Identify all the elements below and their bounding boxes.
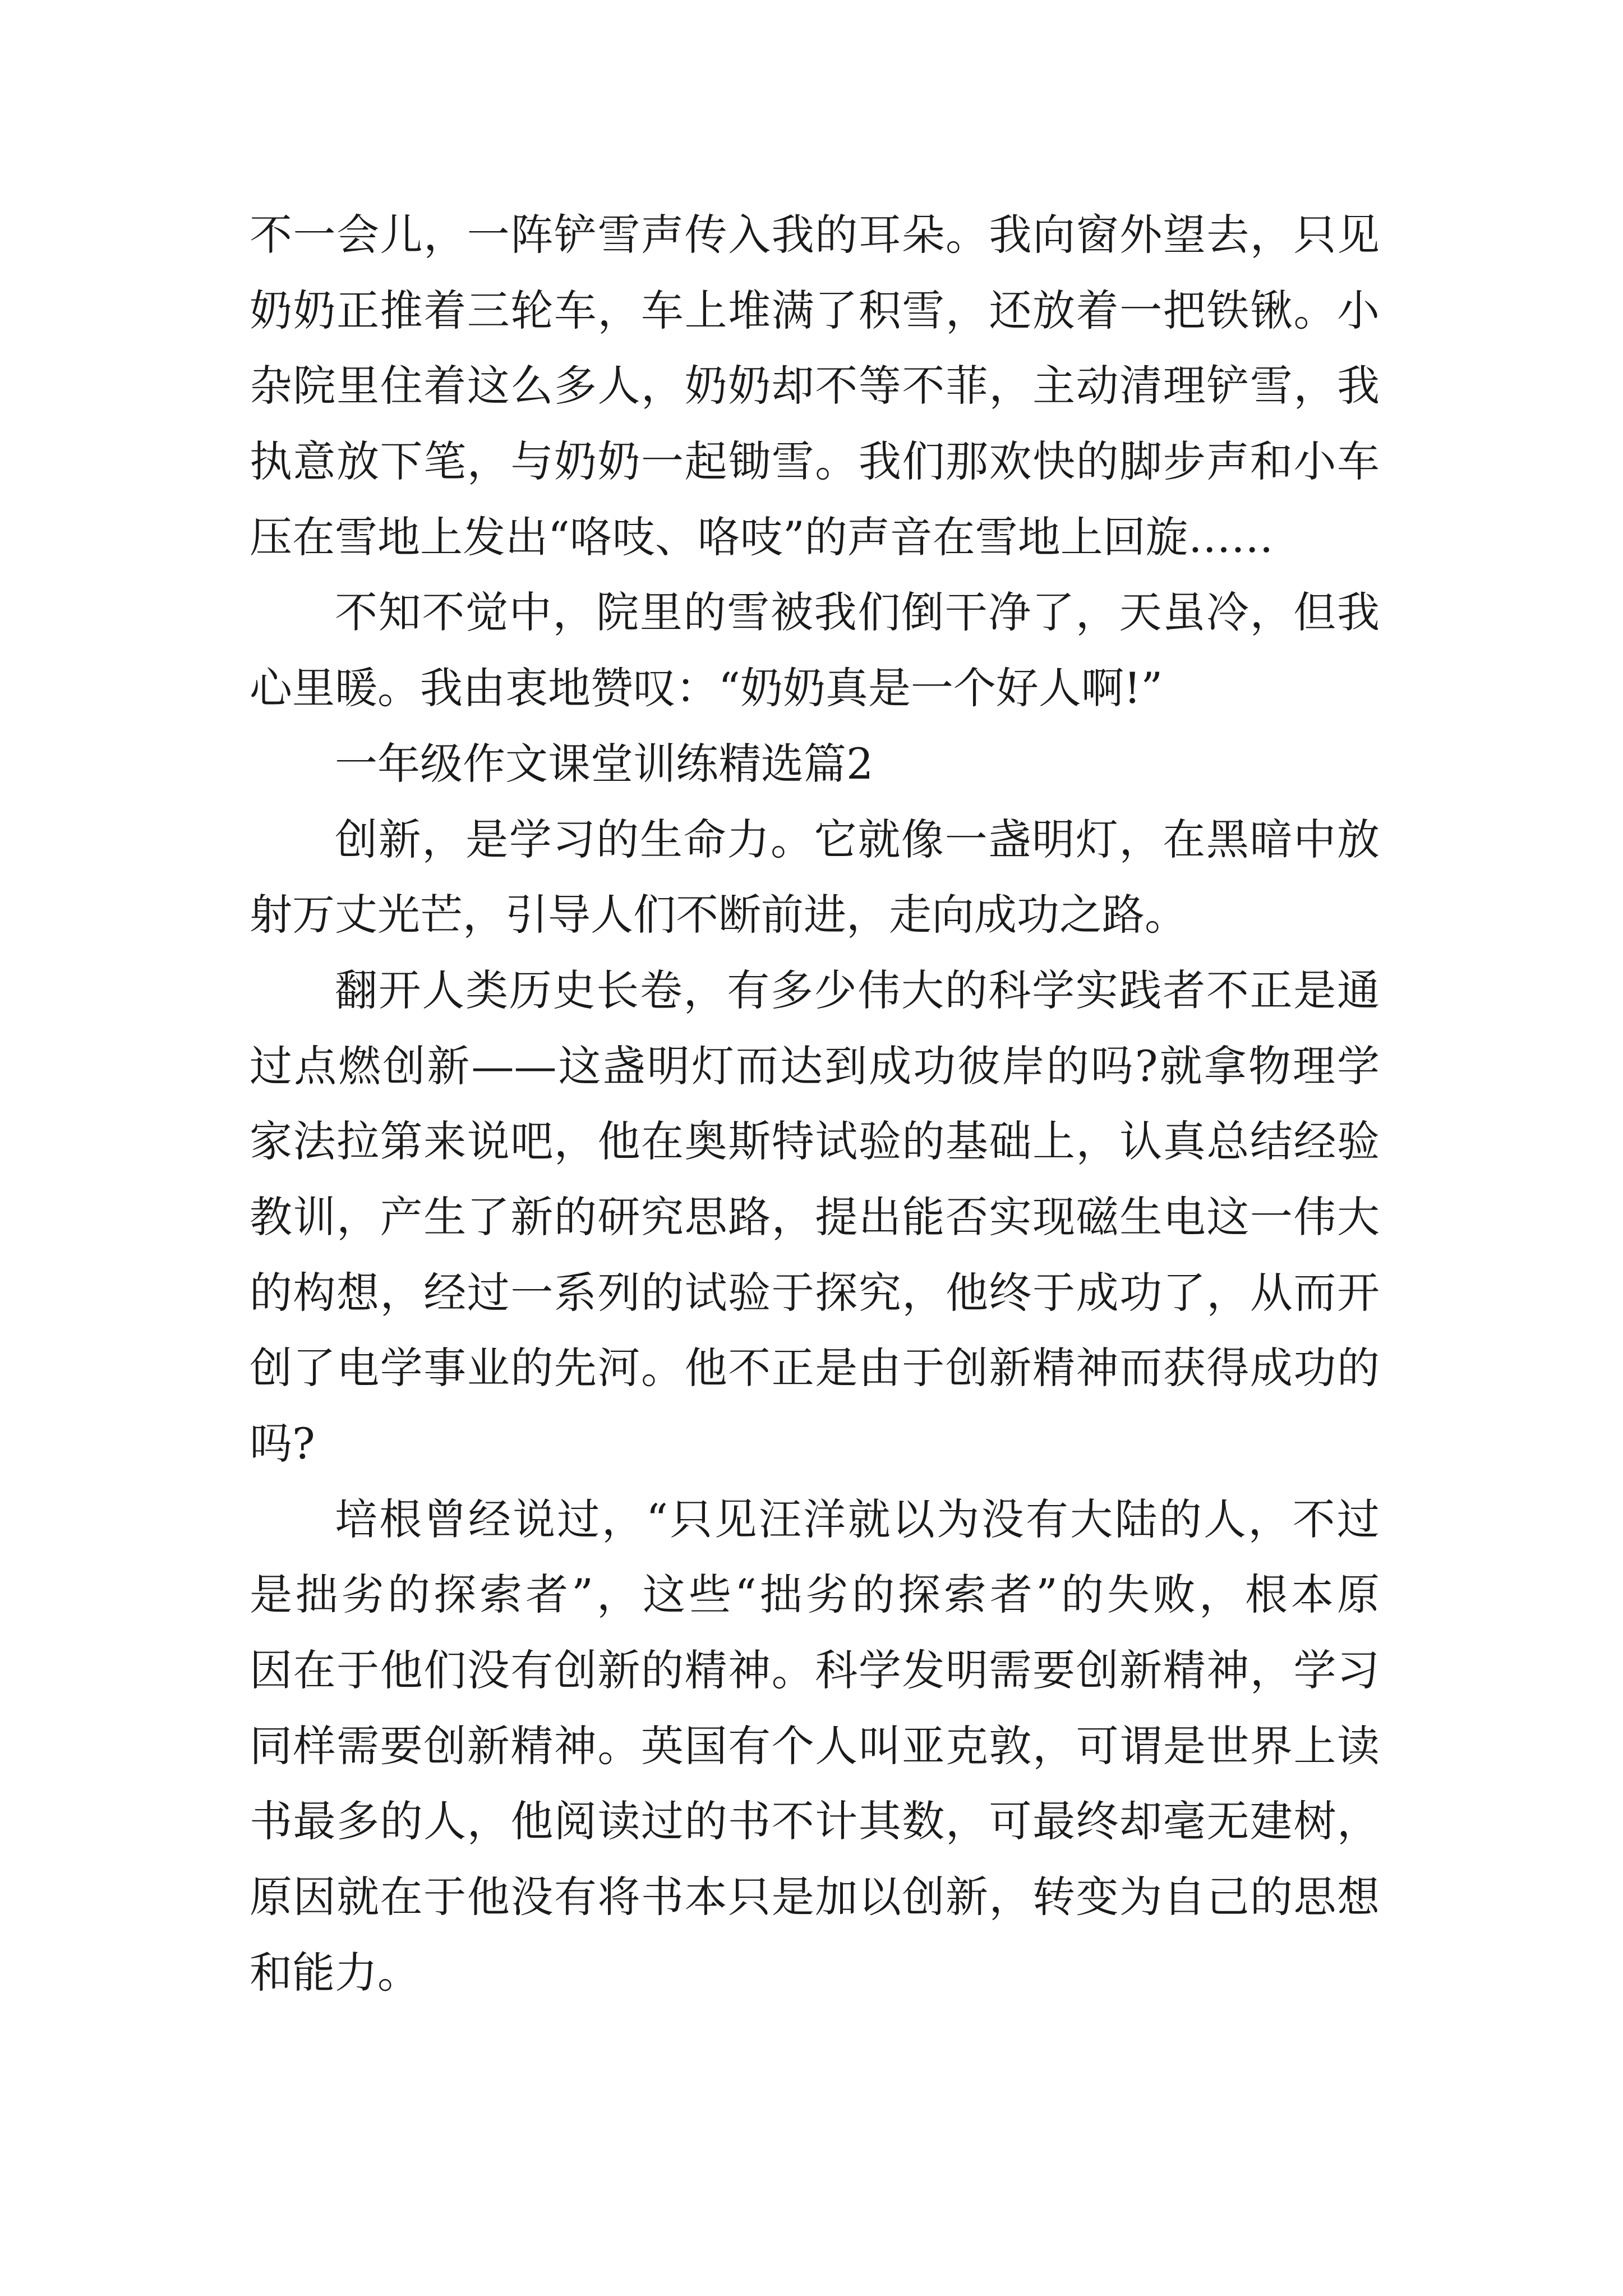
text-line: 吗? — [250, 1419, 315, 1469]
text-line: 书最多的人，他阅读过的书不计其数，可最终却毫无建树， — [250, 1796, 1380, 1847]
text-line: 射万丈光芒，引导人们不断前进，走向成功之路。 — [250, 890, 1187, 940]
text-line: 翻开人类历史长卷，有多少伟大的科学实践者不正是通 — [335, 965, 1380, 1015]
text-line: 一年级作文课堂训练精选篇2 — [335, 738, 874, 789]
text-line: 是拙劣的探索者”，这些“拙劣的探索者”的失败，根本原 — [250, 1570, 1380, 1620]
text-line: 原因就在于他没有将书本只是加以创新，转变为自己的思想 — [250, 1872, 1380, 1922]
text-line: 不一会儿，一阵铲雪声传入我的耳朵。我向窗外望去，只见 — [250, 210, 1380, 260]
text-line: 家法拉第来说吧，他在奥斯特试验的基础上，认真总结经验 — [250, 1116, 1380, 1167]
text-line: 创新，是学习的生命力。它就像一盏明灯，在黑暗中放 — [335, 814, 1380, 864]
text-line: 创了电学事业的先河。他不正是由于创新精神而获得成功的 — [250, 1343, 1380, 1393]
text-line: 不知不觉中，院里的雪被我们倒干净了，天虽冷，但我 — [335, 587, 1380, 638]
text-line: 心里暖。我由衷地赞叹：“奶奶真是一个好人啊!” — [250, 663, 1163, 714]
text-line: 培根曾经说过，“只见汪洋就以为没有大陆的人，不过 — [335, 1494, 1380, 1544]
text-line: 执意放下笔，与奶奶一起锄雪。我们那欢快的脚步声和小车 — [250, 436, 1380, 487]
text-line: 的构想，经过一系列的试验于探究，他终于成功了，从而开 — [250, 1267, 1380, 1318]
article-body — [250, 197, 1380, 2011]
text-line: 压在雪地上发出“咯吱、咯吱”的声音在雪地上回旋…… — [250, 512, 1274, 562]
text-line: 因在于他们没有创新的精神。科学发明需要创新精神，学习 — [250, 1645, 1380, 1696]
text-line: 教训，产生了新的研究思路，提出能否实现磁生电这一伟大 — [250, 1191, 1380, 1242]
text-line: 过点燃创新——这盏明灯而达到成功彼岸的吗?就拿物理学 — [250, 1041, 1380, 1091]
text-line: 奶奶正推着三轮车，车上堆满了积雪，还放着一把铁锹。小 — [250, 285, 1380, 335]
text-line: 和能力。 — [250, 1947, 420, 1998]
text-line: 同样需要创新精神。英国有个人叫亚克敦，可谓是世界上读 — [250, 1720, 1380, 1771]
text-line: 杂院里住着这么多人，奶奶却不等不菲，主动清理铲雪，我 — [250, 361, 1380, 411]
